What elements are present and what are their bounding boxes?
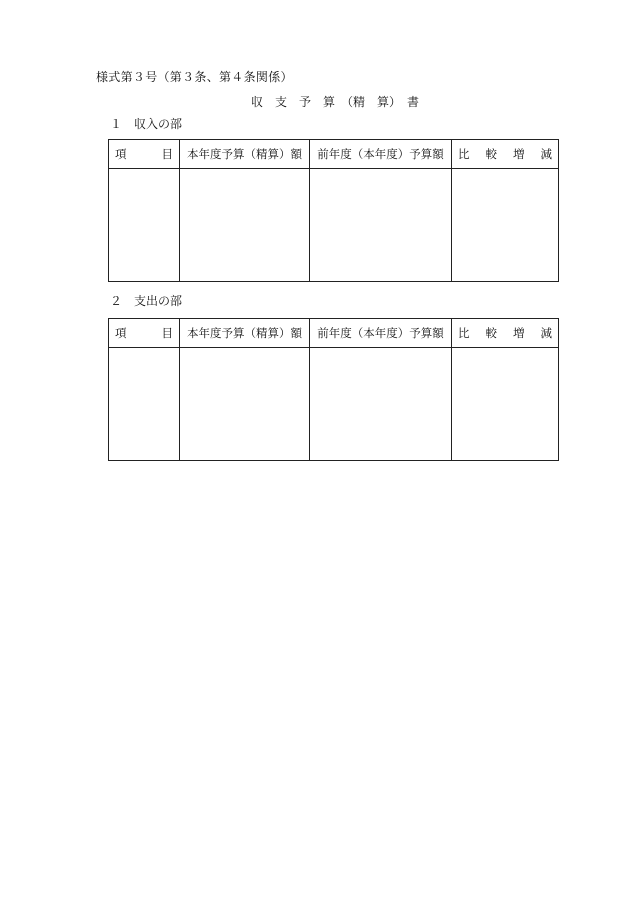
header-current-budget: 本年度予算（精算）額 (180, 140, 310, 169)
header-item: 項 目 (109, 319, 180, 348)
form-number: 様式第３号（第３条、第４条関係） (96, 70, 293, 84)
table-row (109, 348, 559, 461)
header-comparison: 比 較 増 減 (452, 319, 559, 348)
cell-comparison[interactable] (452, 348, 559, 461)
cell-item[interactable] (109, 348, 180, 461)
header-comparison: 比 較 増 減 (452, 140, 559, 169)
table-header-row (109, 319, 559, 348)
table-header-row (109, 140, 559, 169)
header-previous-budget: 前年度（本年度）予算額 (310, 319, 452, 348)
header-current-budget: 本年度予算（精算）額 (180, 319, 310, 348)
expense-table (108, 318, 559, 461)
header-previous-budget: 前年度（本年度）予算額 (310, 140, 452, 169)
header-item: 項 目 (109, 140, 180, 169)
cell-previous-budget[interactable] (310, 169, 452, 282)
cell-comparison[interactable] (452, 169, 559, 282)
cell-current-budget[interactable] (180, 348, 310, 461)
cell-current-budget[interactable] (180, 169, 310, 282)
cell-item[interactable] (109, 169, 180, 282)
section-heading-expense: ２ 支出の部 (110, 294, 183, 308)
section-heading-income: １ 収入の部 (110, 117, 183, 131)
document-title: 収 支 予 算 （精 算） 書 (250, 95, 419, 109)
table-row (109, 169, 559, 282)
cell-previous-budget[interactable] (310, 348, 452, 461)
income-table (108, 139, 559, 282)
